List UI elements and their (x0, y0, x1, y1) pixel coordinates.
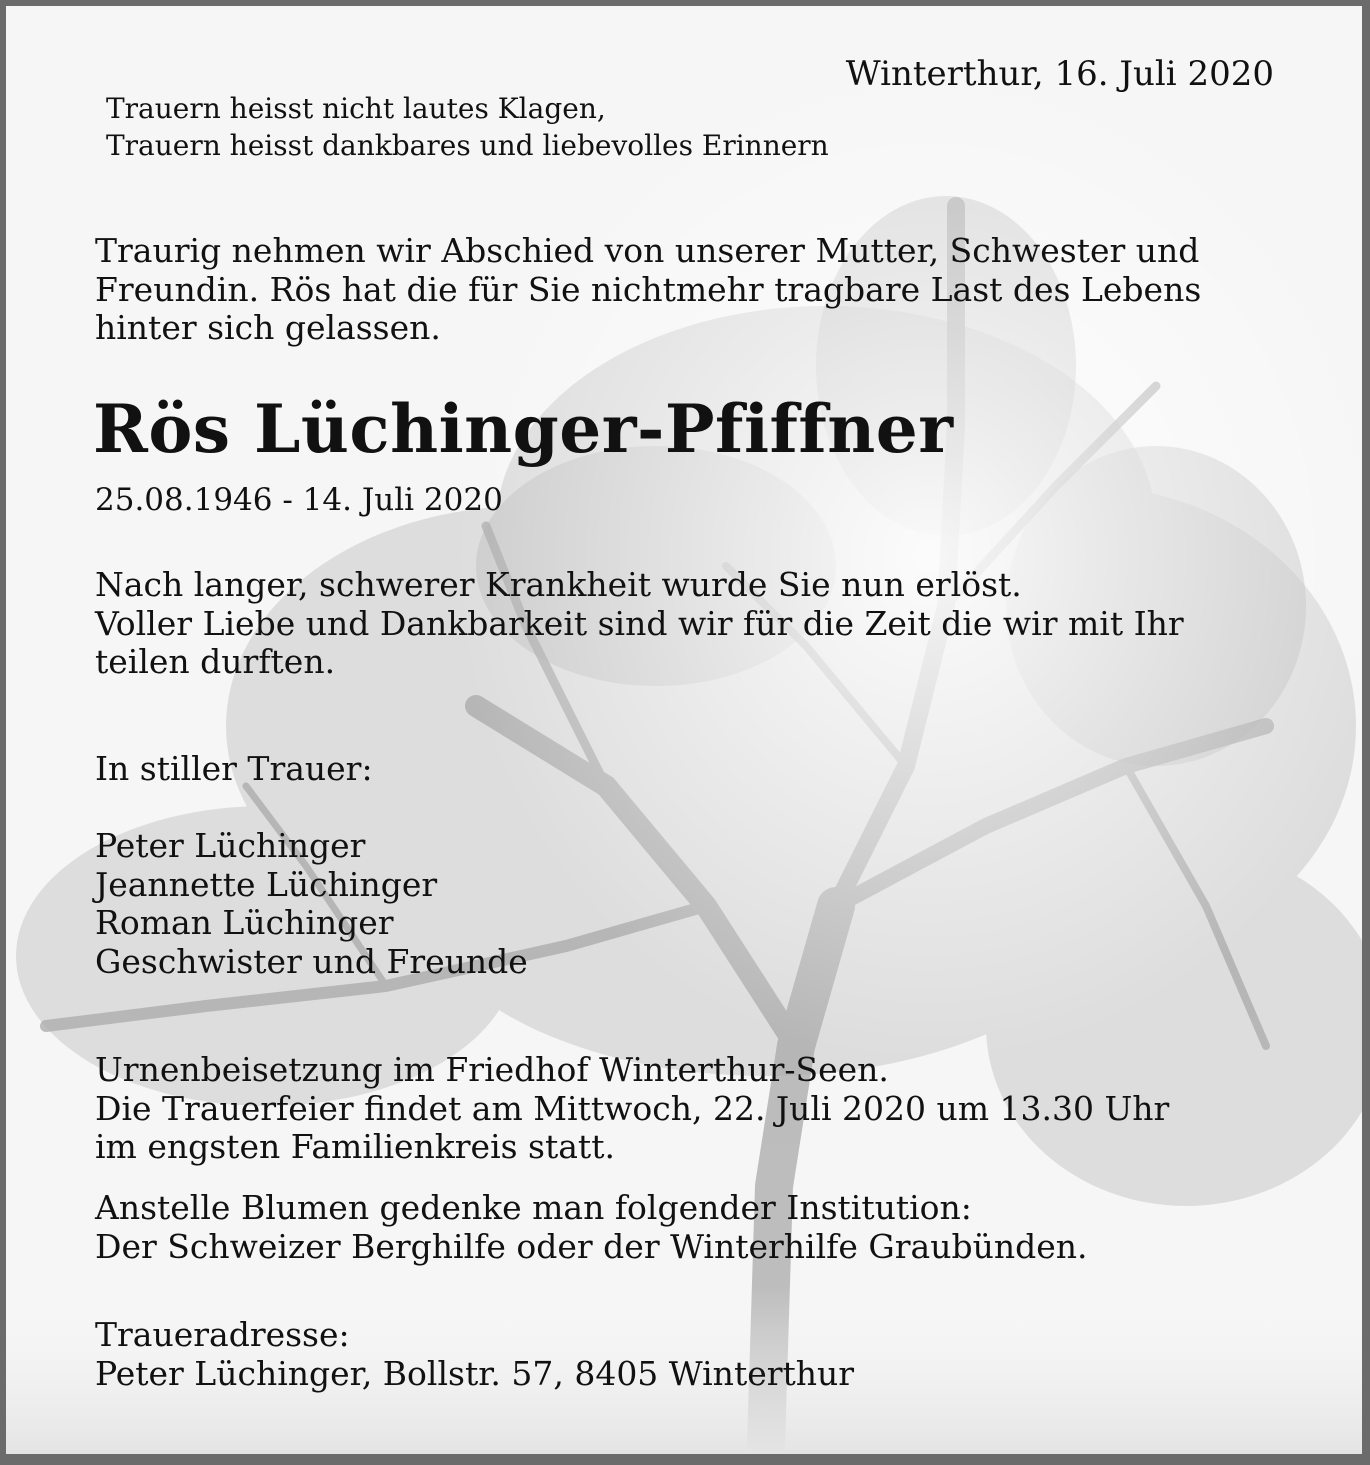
address-label: Traueradresse: (95, 1315, 350, 1354)
motto-quote (106, 90, 829, 164)
mourner-name: Peter Lüchinger (95, 826, 366, 865)
ceremony-line: Die Trauerfeier findet am Mittwoch, 22. Juli 2020 um 13.30 Uhr (95, 1088, 1170, 1128)
life-dates: 25.08.1946 - 14. Juli 2020 (95, 482, 503, 518)
ceremony-line: Urnenbeisetzung im Friedhof Winterthur-Seen. (95, 1050, 889, 1089)
motto-line: Trauern heisst dankbares und liebevolles Erinnern (106, 129, 829, 162)
mourners-list (95, 827, 528, 981)
donation-paragraph (95, 1189, 1087, 1266)
motto-line: Trauern heisst nicht lautes Klagen, (106, 92, 606, 125)
message-line: Nach langer, schwerer Krankheit wurde Sie nun erlöst. (95, 565, 1022, 604)
intro-line: Freundin. Rös hat die für Sie nichtmehr tragbare Last des Lebens (95, 269, 1202, 309)
mourner-name: Geschwister und Freunde (95, 941, 528, 981)
message-line: Voller Liebe und Dankbarkeit sind wir für die Zeit die wir mit Ihr (95, 603, 1184, 643)
ceremony-line: im engsten Familienkreis statt. (95, 1127, 615, 1166)
mourning-address (95, 1316, 854, 1393)
place-and-date: Winterthur, 16. Juli 2020 (845, 54, 1274, 94)
intro-line: hinter sich gelassen. (95, 308, 441, 347)
intro-paragraph (95, 232, 1201, 348)
mourner-name: Roman Lüchinger (95, 903, 394, 942)
mourning-heading: In stiller Trauer: (95, 749, 373, 788)
deceased-name: Rös Lüchinger-Pfiffner (93, 390, 954, 468)
intro-line: Traurig nehmen wir Abschied von unserer Mutter, Schwester und (95, 231, 1200, 270)
message-paragraph (95, 566, 1184, 682)
donation-line: Der Schweizer Berghilfe oder der Winterhilfe Graubünden. (95, 1226, 1088, 1266)
message-line: teilen durften. (95, 642, 336, 681)
mourner-name: Jeannette Lüchinger (95, 864, 438, 904)
obituary-notice (6, 6, 1362, 1454)
ceremony-paragraph (95, 1051, 1169, 1167)
donation-line: Anstelle Blumen gedenke man folgender Institution: (95, 1188, 972, 1227)
address-value: Peter Lüchinger, Bollstr. 57, 8405 Winterthur (95, 1353, 855, 1393)
